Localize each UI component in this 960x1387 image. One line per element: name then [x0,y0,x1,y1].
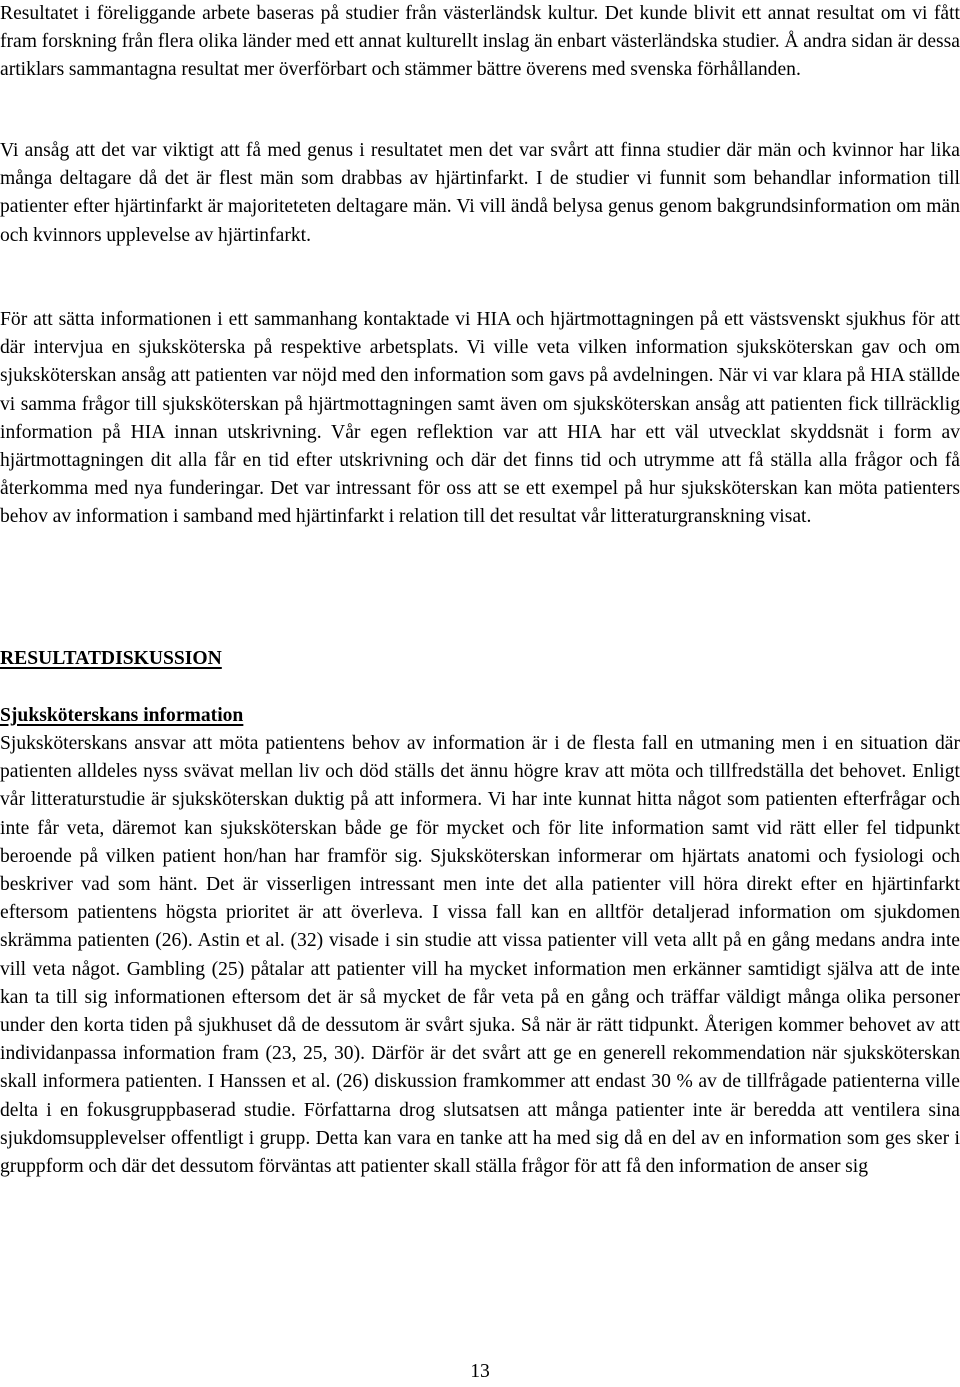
subsection-heading: Sjuksköterskans information [0,705,244,726]
paragraph-gender: Vi ansåg att det var viktigt att få med genus i resultatet men det var svårt att finna studier där män och kvinnor har lika många deltagare då det är flest män som drabbas av hjärtinfarkt. I de studier vi funnit som behandlar information till patienter efter hjärtinfarkt är majoriteteten deltagare män. Vi vill ändå belysa genus genom bakgrundsinformation om män och kvinnors upplevelse av hjärtinfarkt. [0,140,960,246]
paragraph-intro-result: Resultatet i föreliggande arbete baseras på studier från västerländsk kultur. Det kunde blivit ett annat resultat om vi fått fram forskning från flera olika länder med ett annat kulturellt inslag än enbart västerländska studier. Å andra sidan är dessa artiklars sammantagna resultat mer överförbart och stämmer bättre överens med svenska förhållanden. [0,3,960,81]
page-number: 13 [470,1361,490,1382]
paragraph-nurse-information: Sjuksköterskans ansvar att möta patientens behov av information är i de flesta fall en utmaning men i en situation där patienten alldeles nyss svävat mellan liv och död ställs det ännu högre krav att möta och tillfredställa det behovet. Enligt vår litteraturstudie är sjuksköterskan duktig på att informera. Vi har inte kunnat hitta något som patienten efterfrågar och inte får veta, däremot kan sjuksköterskan både ge för mycket och för lite information samt vid rätt eller fel tidpunkt beroende på vilken patient hon/han har framför sig. Sjuksköterskan informerar om hjärtats anatomi och fysiologi och beskriver vad som hänt. Det är visserligen intressant men inte det alla patienter vill höra direkt efter en hjärtinfarkt eftersom patientens högsta prioritet är att överleva. I vissa fall kan en alltför detaljerad information om sjukdomen skrämma patienten (26). Astin et al. (32) visade i sin studie att vissa patienter vill veta allt på en gång medans andra inte vill veta något. Gambling (25) påtalar att patienter vill ha mycket information men erkänner samtidigt själva att de inte kan ta till sig informationen eftersom det är så mycket de får veta på en gång och träffar väldigt många olika personer under den korta tiden på sjukhuset då de dessutom är svårt sjuka. Så när är rätt tidpunkt. Återigen kommer behovet av att individanpassa information fram (23, 25, 30). Därför är det svårt att ge en generell rekommendation när sjuksköterskan skall informera patienten. I Hanssen et al. (26) diskussion framkommer att endast 30 % av de tillfrågade patienterna ville delta i en fokusgruppbaserad studie. Författarna drog slutsatsen att många patienter inte är beredda att ventilera sina sjukdomsupplevelser offentligt i grupp. Detta kan vara en tanke att ha med sig då en del av en information som ges sker i gruppform och där det dessutom förväntas att patienter skall ställa frågor för att få den information de anser sig [0,733,960,1178]
paragraph-context: För att sätta informationen i ett sammanhang kontaktade vi HIA och hjärtmottagningen på ett västsvenskt sjukhus för att där intervjua en sjuksköterska på respektive arbetsplats. Vi ville veta vilken information sjuksköterskan gav och om sjuksköterskan ansåg att patienten var nöjd med den information som gavs på avdelningen. När vi var klara på HIA ställde vi samma frågor till sjuksköterskan på hjärtmottagningen samt även om sjuksköterskan ansåg att patienten fick tillräcklig information på HIA innan utskrivning. Vår egen reflektion var att HIA har ett väl utvecklat skyddsnät i form av hjärtmottagningen dit alla får en tid efter utskrivning och där det finns tid och utrymme att få ställa alla frågor och få återkomma med nya funderingar. Det var intressant för oss att se ett exempel på hur sjuksköterskan kan möta patienters behov av information i samband med hjärtinfarkt i relation till det resultat vår litteraturgranskning visat. [0,309,960,528]
section-heading: RESULTATDISKUSSION [0,648,222,669]
